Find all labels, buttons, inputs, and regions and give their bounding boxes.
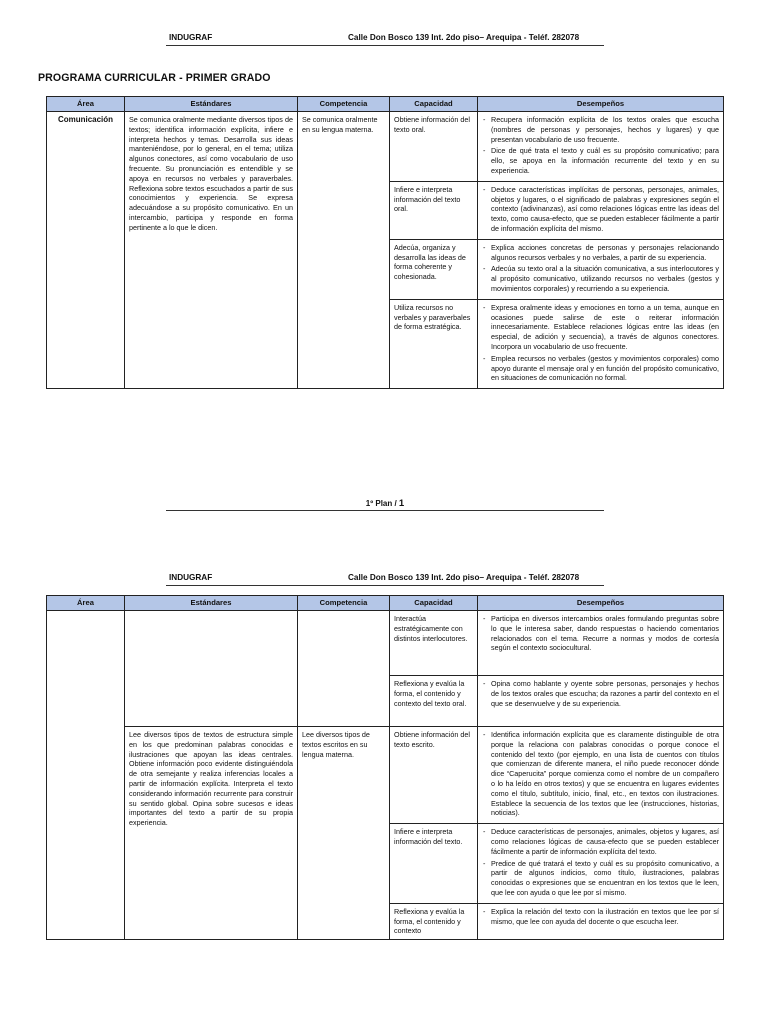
page-footer: [166, 498, 604, 511]
desempenos-cell: [478, 903, 724, 939]
col-header-estandares: Estándares: [125, 97, 298, 112]
desempeno-item: - Deduce características implícitas de personas, personajes, animales, objetos y lugares, o el significado de palabras y expresiones según el contexto (adivinanzas), así como relaciones lógicas entre las ideas del texto, como causa-efecto, que se pueden establecer fácilmente a partir de información explícita del mismo.: [482, 185, 719, 234]
col-header-desempenos: Desempeños: [478, 97, 724, 112]
desempeno-item: - Participa en diversos intercambios orales formulando preguntas sobre lo que le interesa saber, dando respuestas o haciendo comentarios relacionados con el tema. Recurre a normas y modos de cortesía según el contexto sociocultural.: [482, 614, 719, 653]
desempenos-cell: [478, 239, 724, 299]
capacidad-cell: Reflexiona y evalúa la forma, el contenido y contexto: [390, 903, 478, 939]
estandar-cell: Se comunica oralmente mediante diversos tipos de textos; identifica información explícita, infiere e interpreta hechos y temas. Desarrolla sus ideas manteniéndose, por lo general, en el tema; utiliza algunos conectores, así como vocabulario de uso frecuente. Su pronunciación es entendible y se apoya en recursos no verbales y paraverbales. Reflexiona sobre textos escuchados a partir de sus conocimientos y experiencia. Se expresa adecuándose a su propósito comunicativo. En un intercambio, participa y responde en forma pertinente a lo que le dicen.: [125, 112, 298, 389]
capacidad-cell: Adecúa, organiza y desarrolla las ideas de forma coherente y cohesionada.: [390, 239, 478, 299]
desempeno-item: - Identifica información explícita que es claramente distinguible de otra porque la relaciona con palabras conocidas o porque conoce el contenido del texto (por ejemplo, en una lista de cuentos con títulos que comienzan de diferente manera, el niño puede reconocer dónde dice “Caperucita” porque comienza como el nombre de un compañero o lo ha leído en otros textos) y que se encuentra en lugares evidentes como el título, subtítulo, inicio, final, etc., en textos con ilustraciones. Establece la secuencia de los textos que lee (instrucciones, historias, noticias).: [482, 730, 719, 818]
footer-label: 1º Plan /: [365, 499, 399, 508]
table-header-row: [47, 596, 724, 611]
desempeno-item: - Explica acciones concretas de personas y personajes relacionando algunos recursos verbales y no verbales, a partir de su experiencia.: [482, 243, 719, 263]
col-header-area: Área: [47, 97, 125, 112]
estandar-cell: Lee diversos tipos de textos de estructura simple en los que predominan palabras conocidas e ilustraciones que apoyan las ideas centrales. Obtiene información poco evidente distinguiéndola de otra semejante y realiza inferencias locales a partir de información explícita. Interpreta el texto considerando información recurrente para construir su sentido global. Opina sobre sucesos e ideas importantes del texto a partir de su propia experiencia.: [125, 727, 298, 940]
page-title: PROGRAMA CURRICULAR - PRIMER GRADO: [38, 72, 271, 84]
desempeno-item: - Adecúa su texto oral a la situación comunicativa, a sus interlocutores y al propósito comunicativo, utilizando recursos no verbales (gestos y movimientos corporales) y recurriendo a su experiencia.: [482, 264, 719, 293]
desempeno-item: - Explica la relación del texto con la ilustración en textos que lee por sí mismo, que lee con ayuda del docente o que escucha leer.: [482, 907, 719, 927]
capacidad-cell: Obtiene información del texto escrito.: [390, 727, 478, 824]
estandar-cell: [125, 611, 298, 727]
capacidad-cell: Infiere e interpreta información del texto oral.: [390, 181, 478, 239]
desempeno-item: - Emplea recursos no verbales (gestos y movimientos corporales) como apoyo durante el mensaje oral y en función del propósito comunicativo, en situaciones de comunicación no formal.: [482, 354, 719, 383]
capacidad-cell: Reflexiona y evalúa la forma, el contenido y contexto del texto oral.: [390, 676, 478, 727]
competencia-cell: [298, 611, 390, 727]
company-name: INDUGRAF: [169, 33, 213, 42]
desempenos-cell: [478, 676, 724, 727]
page-number: 1: [398, 498, 405, 509]
capacidad-cell: Obtiene información del texto oral.: [390, 112, 478, 182]
desempeno-item: - Expresa oralmente ideas y emociones en torno a un tema, aunque en ocasiones puede salirse de este o reiterar información innecesariamente. Establece relaciones lógicas entre las ideas (en especial, de adición y secuencia), a través de algunos conectores. Incorpora un vocabulario de uso frecuente.: [482, 303, 719, 352]
curriculum-table: [46, 96, 724, 389]
table-row: [47, 112, 724, 182]
capacidad-cell: Utiliza recursos no verbales y paraverbales de forma estratégica.: [390, 299, 478, 388]
col-header-capacidad: Capacidad: [390, 97, 478, 112]
area-cell: Comunicación: [47, 112, 125, 389]
competencia-cell: Se comunica oralmente en su lengua materna.: [298, 112, 390, 389]
col-header-desempenos: Desempeños: [478, 596, 724, 611]
capacidad-cell: Infiere e interpreta información del texto.: [390, 824, 478, 904]
col-header-competencia: Competencia: [298, 596, 390, 611]
col-header-capacidad: Capacidad: [390, 596, 478, 611]
curriculum-table: [46, 595, 724, 940]
table-row: [47, 611, 724, 676]
desempenos-cell: [478, 181, 724, 239]
desempenos-cell: [478, 611, 724, 676]
desempeno-item: - Deduce características de personajes, animales, objetos y lugares, así como relaciones lógicas de causa-efecto que se pueden establecer fácilmente a partir de información explícita del texto.: [482, 827, 719, 856]
area-cell: [47, 611, 125, 940]
desempeno-item: - Dice de qué trata el texto y cuál es su propósito comunicativo; para ello, se apoya en la información recurrente del texto y en su experiencia.: [482, 146, 719, 175]
table-header-row: [47, 97, 724, 112]
desempenos-cell: [478, 824, 724, 904]
desempeno-item: - Recupera información explícita de los textos orales que escucha (nombres de personas y personajes, hechos y lugares) y que presentan vocabulario de uso frecuente.: [482, 115, 719, 144]
page-header: [166, 571, 604, 586]
page-header: [166, 31, 604, 46]
desempeno-item: - Predice de qué tratará el texto y cuál es su propósito comunicativo, a partir de algunos indicios, como título, ilustraciones, palabras conocidas o expresiones que se encuentran en los textos que le leen, que lee con ayuda o que lee por sí mismo.: [482, 859, 719, 898]
desempenos-cell: [478, 299, 724, 388]
capacidad-cell: Interactúa estratégicamente con distintos interlocutores.: [390, 611, 478, 676]
company-name: INDUGRAF: [169, 573, 213, 582]
desempeno-item: - Opina como hablante y oyente sobre personas, personajes y hechos de los textos orales que escucha; da razones a partir del contexto en el que se desenvuelve y de su experiencia.: [482, 679, 719, 708]
desempenos-cell: [478, 112, 724, 182]
col-header-area: Área: [47, 596, 125, 611]
col-header-estandares: Estándares: [125, 596, 298, 611]
table-row: [47, 727, 724, 824]
competencia-cell: Lee diversos tipos de textos escritos en su lengua materna.: [298, 727, 390, 940]
company-address: Calle Don Bosco 139 Int. 2do piso– Arequipa - Teléf. 282078: [348, 573, 580, 582]
company-address: Calle Don Bosco 139 Int. 2do piso– Arequipa - Teléf. 282078: [348, 33, 580, 42]
desempenos-cell: [478, 727, 724, 824]
col-header-competencia: Competencia: [298, 97, 390, 112]
